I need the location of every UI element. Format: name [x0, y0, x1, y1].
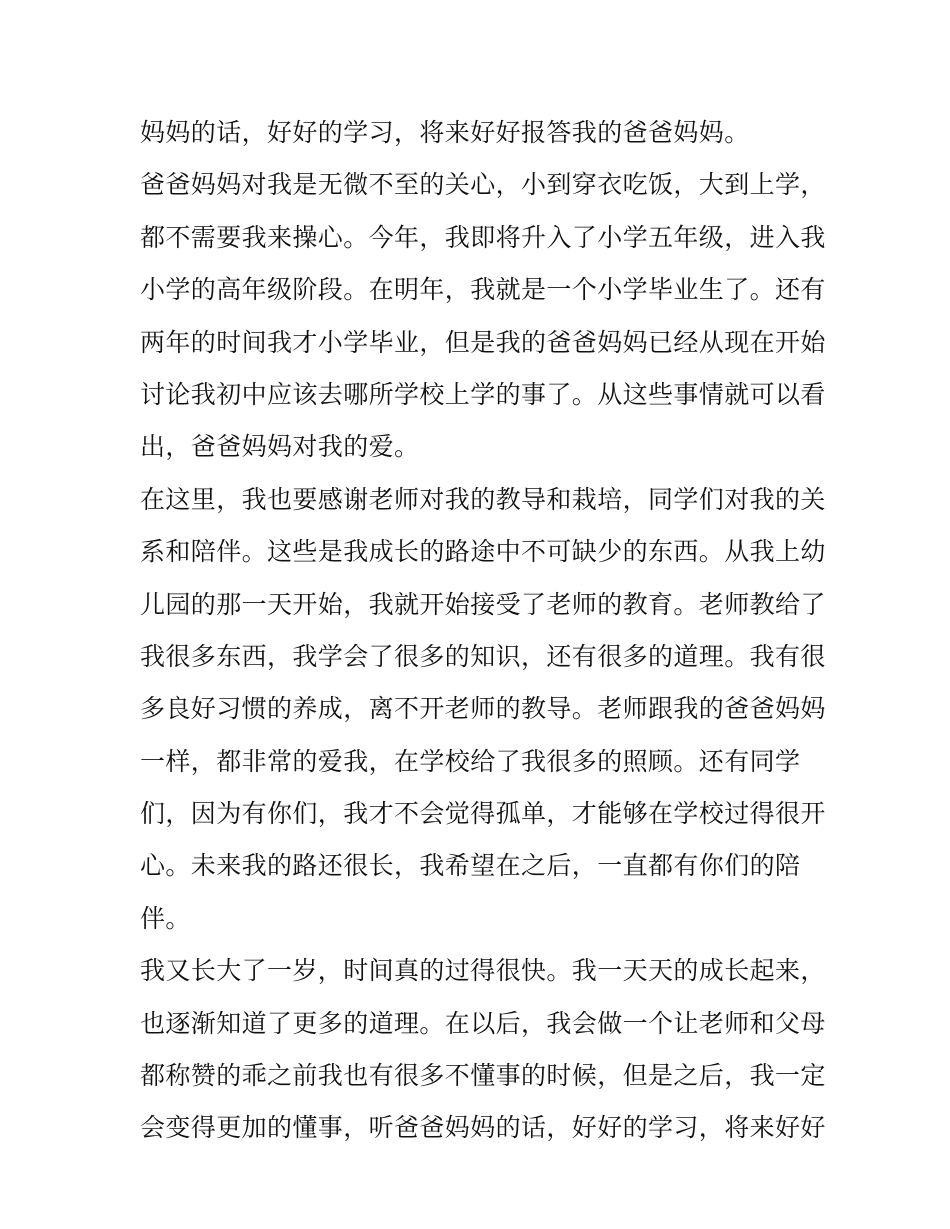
- text-line: 一样，都非常的爱我，在学校给了我很多的照顾。还有同学: [140, 746, 801, 776]
- text-line: 心。未来我的路还很长，我希望在之后，一直都有你们的陪: [140, 851, 801, 881]
- text-line: 伴。: [140, 903, 191, 933]
- text-line: 出，爸爸妈妈对我的爱。: [140, 432, 420, 462]
- text-line: 系和陪伴。这些是我成长的路途中不可缺少的东西。从我上幼: [140, 537, 826, 567]
- text-line: 儿园的那一天开始，我就开始接受了老师的教育。老师教给了: [140, 589, 826, 619]
- text-line: 我很多东西，我学会了很多的知识，还有很多的道理。我有很: [140, 641, 826, 671]
- text-line: 多良好习惯的养成，离不开老师的教导。老师跟我的爸爸妈妈: [140, 694, 826, 724]
- text-line: 会变得更加的懂事，听爸爸妈妈的话，好好的学习，将来好好: [140, 1113, 826, 1143]
- text-line: 都称赞的乖之前我也有很多不懂事的时候，但是之后，我一定: [140, 1061, 826, 1091]
- text-line: 妈妈的话，好好的学习，将来好好报答我的爸爸妈妈。: [140, 118, 750, 147]
- text-line: 都不需要我来操心。今年，我即将升入了小学五年级，进入我: [140, 222, 826, 252]
- body-text: [140, 107, 830, 1155]
- text-line: 两年的时间我才小学毕业，但是我的爸爸妈妈已经从现在开始: [140, 327, 826, 357]
- text-line: 在这里，我也要感谢老师对我的教导和栽培，同学们对我的关: [140, 484, 826, 514]
- text-line: 们，因为有你们，我才不会觉得孤单，才能够在学校过得很开: [140, 799, 826, 829]
- text-line: 我又长大了一岁，时间真的过得很快。我一天天的成长起来，: [140, 956, 826, 986]
- text-line: 爸爸妈妈对我是无微不至的关心，小到穿衣吃饭，大到上学，: [140, 170, 826, 200]
- text-line: 小学的高年级阶段。在明年，我就是一个小学毕业生了。还有: [140, 275, 826, 305]
- text-line: 也逐渐知道了更多的道理。在以后，我会做一个让老师和父母: [140, 1008, 826, 1038]
- text-line: 讨论我初中应该去哪所学校上学的事了。从这些事情就可以看: [140, 379, 826, 409]
